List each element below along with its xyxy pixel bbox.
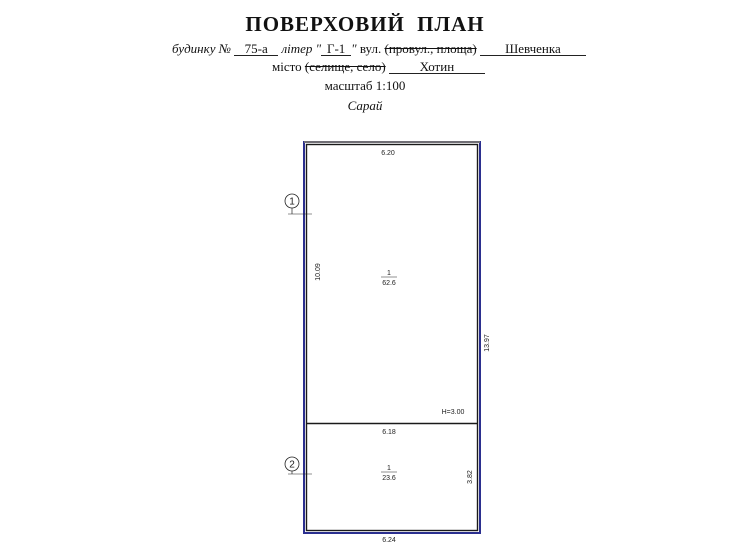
building-number-label: будинку № [172,41,231,56]
letter-close-quote: " [351,41,357,56]
alt-city-types: (селище, село) [304,59,386,74]
marker-2-label: 2 [289,459,295,471]
letter-field: Г-1 [321,42,351,56]
dimension-width-bottom: 6.24 [382,537,396,544]
marker-1-label: 1 [289,196,295,208]
building-number-field: 75-а [234,42,278,56]
letter-label: літер " [281,41,322,56]
height-label: H=3.00 [441,409,465,416]
room-1-number: 1 [387,270,391,277]
dimension-length-room1: 10.09 [315,263,322,281]
dimension-width-top: 6.20 [381,150,395,157]
room-1-area: 62.6 [382,280,396,287]
street-label: вул. [359,41,382,56]
room-2-area: 23.6 [382,475,396,482]
dimension-length-room2: 3.82 [467,470,474,484]
city-label: місто [272,59,302,74]
scale-label: масштаб 1:100 [324,78,406,93]
street-name-field: Шевченка [480,42,586,56]
inner-wall [307,145,478,531]
room-2-number: 1 [387,465,391,472]
city-name-field: Хотин [389,60,485,74]
object-name: Сарай [347,98,383,113]
dimension-total-length: 13.97 [484,334,491,352]
alt-street-types: (провул., площа) [384,41,477,56]
page-title: ПОВЕРХОВИЙ ПЛАН [245,12,485,36]
dimension-width-mid: 6.18 [382,429,396,436]
